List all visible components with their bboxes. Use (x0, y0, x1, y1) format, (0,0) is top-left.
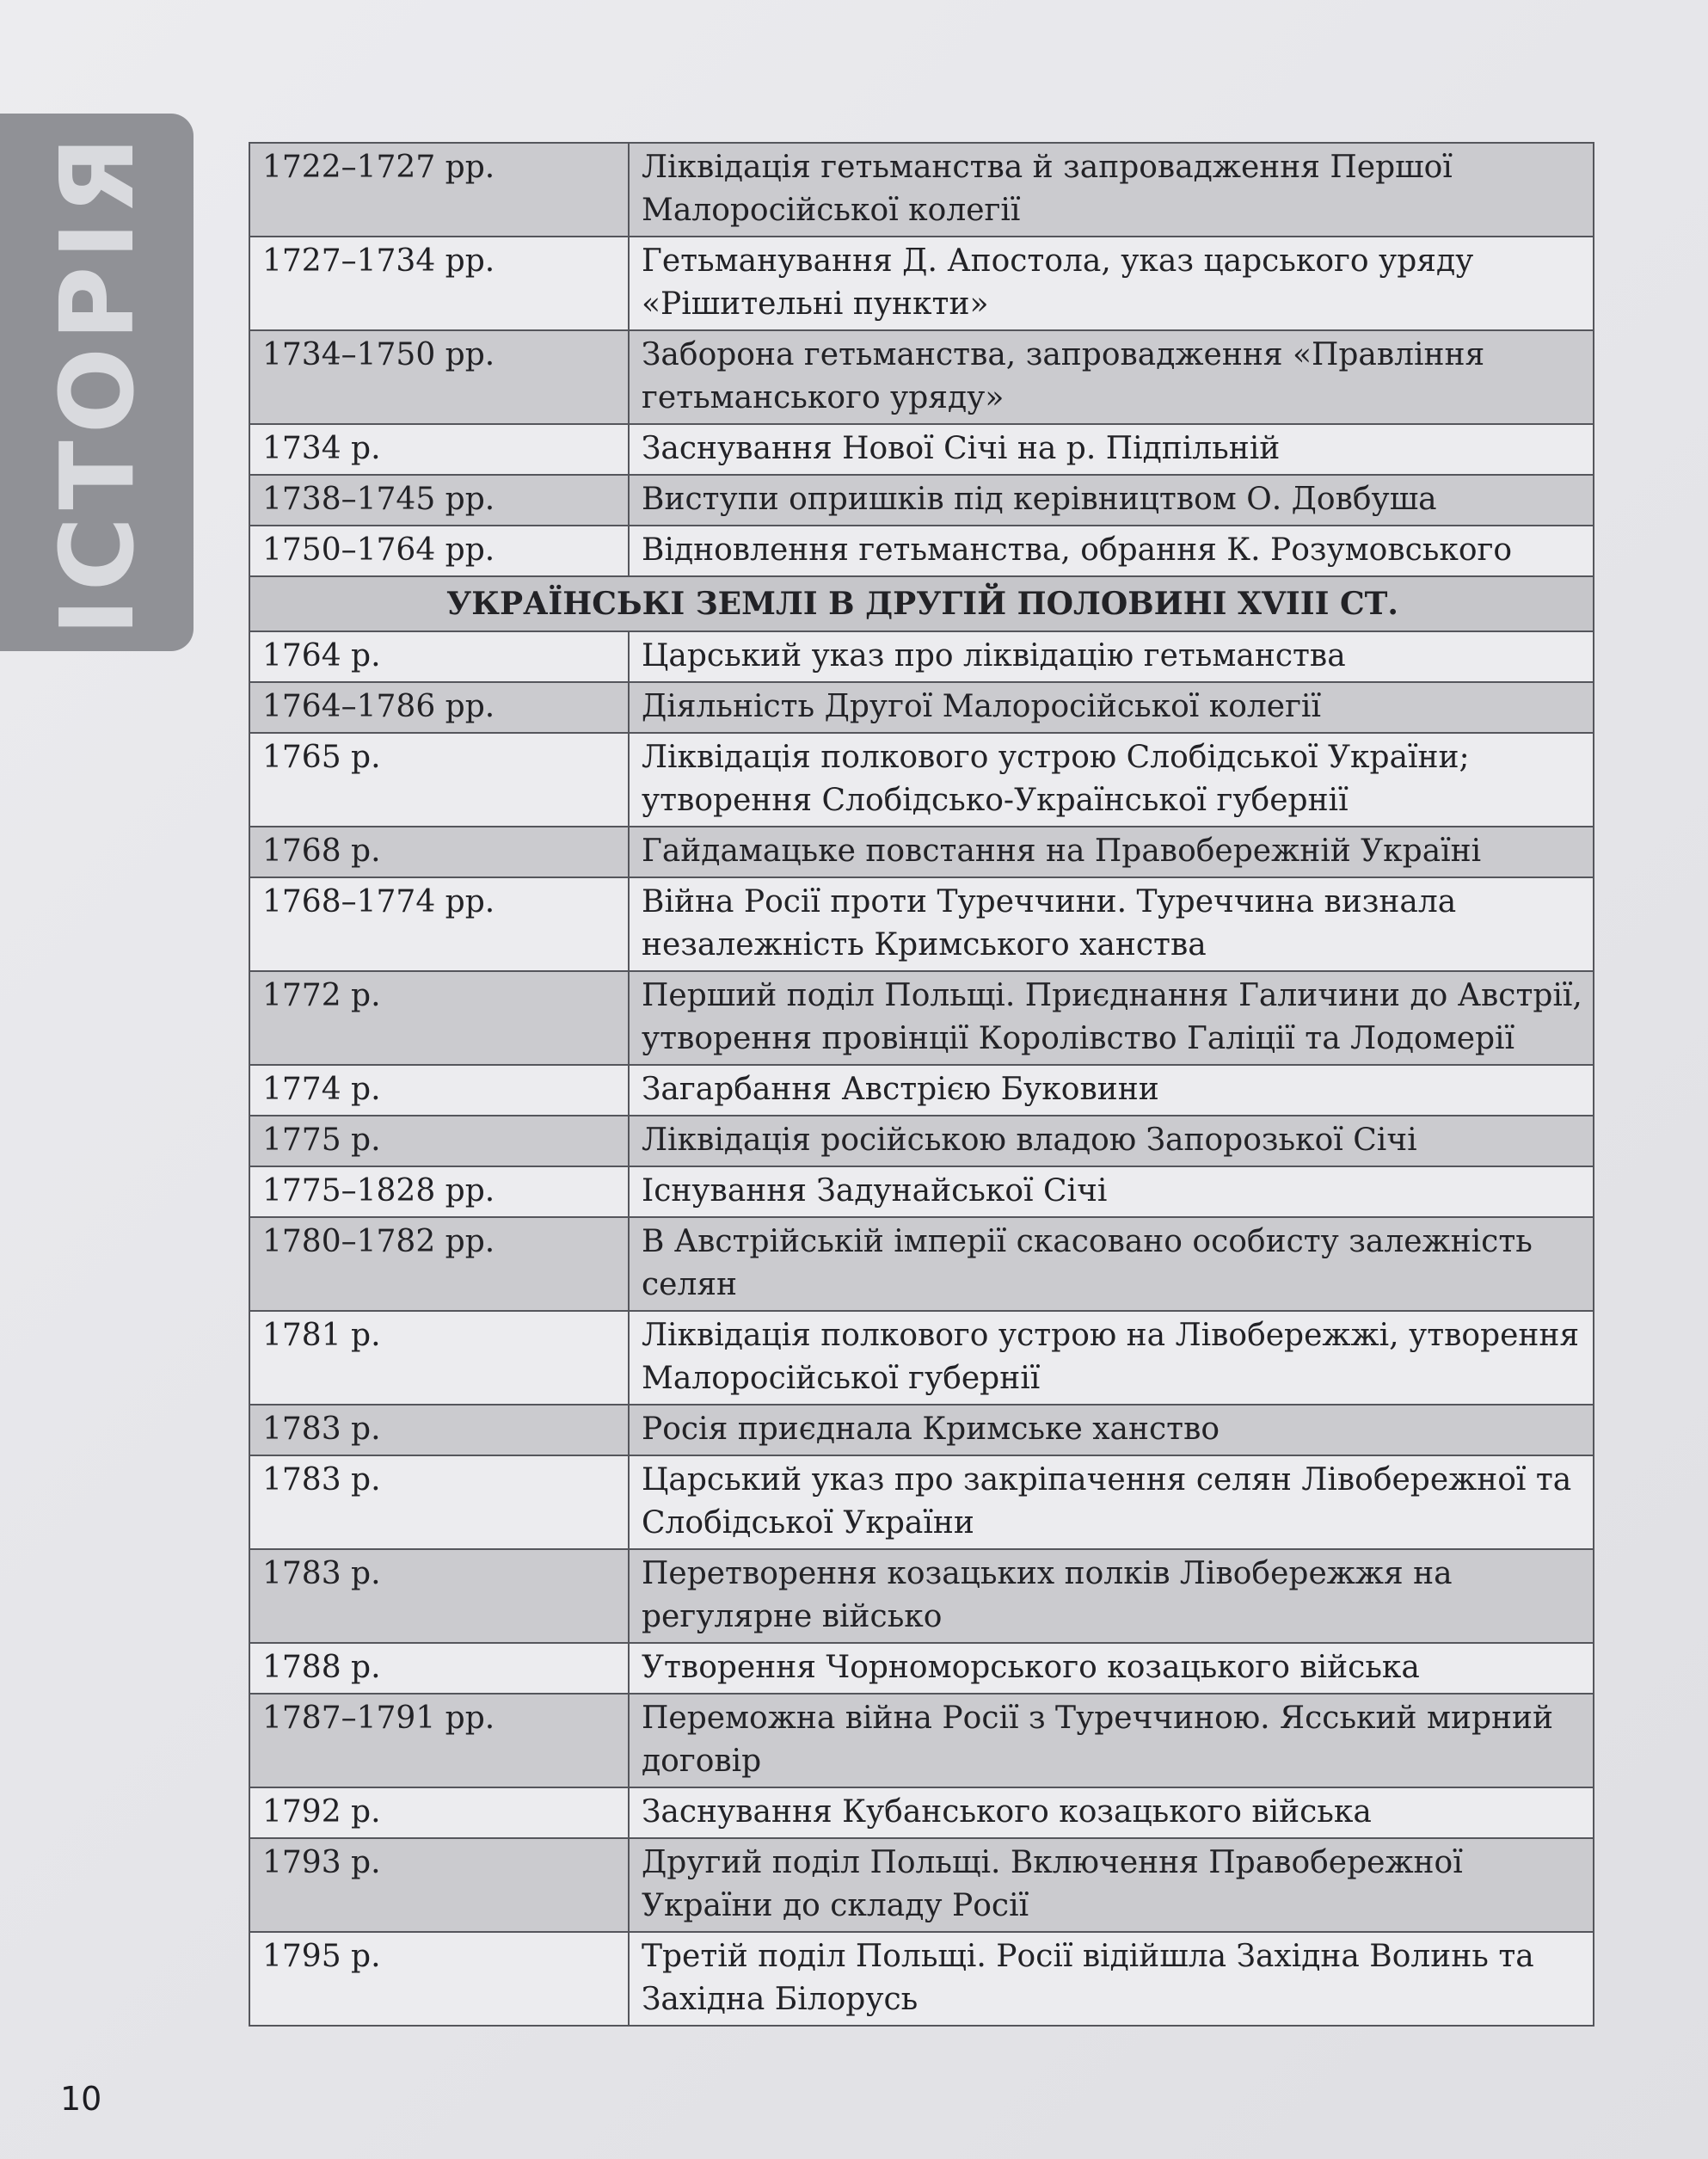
date-cell: 1768–1774 рр. (249, 877, 629, 971)
table-row (249, 1643, 1594, 1694)
event-cell: Ліквідація полкового устрою на Лівобережжі, утворення Малоросійської губернії (629, 1311, 1594, 1405)
event-cell: Другий поділ Польщі. Включення Правобережної України до складу Росії (629, 1838, 1594, 1932)
event-cell: Загарбання Австрією Буковини (629, 1065, 1594, 1116)
table-row (249, 1166, 1594, 1217)
date-cell: 1783 р. (249, 1455, 629, 1549)
table-row (249, 1549, 1594, 1643)
table-row (249, 1116, 1594, 1166)
date-cell: 1764–1786 рр. (249, 682, 629, 733)
table-row (249, 827, 1594, 877)
table-row (249, 631, 1594, 682)
section-heading-row (249, 576, 1594, 631)
event-cell: В Австрійській імперії скасовано особисту залежність селян (629, 1217, 1594, 1311)
table-row (249, 1787, 1594, 1838)
table-row (249, 475, 1594, 526)
event-cell: Відновлення гетьманства, обрання К. Розумовського (629, 526, 1594, 576)
event-cell: Третій поділ Польщі. Росії відійшла Західна Волинь та Західна Білорусь (629, 1932, 1594, 2026)
event-cell: Ліквідація гетьманства й запровадження Першої Малоросійської колегії (629, 143, 1594, 237)
event-cell: Царський указ про закріпачення селян Лівобережної та Слобідської України (629, 1455, 1594, 1549)
date-cell: 1787–1791 рр. (249, 1694, 629, 1787)
table-row (249, 971, 1594, 1065)
event-cell: Царський указ про ліквідацію гетьманства (629, 631, 1594, 682)
date-cell: 1775–1828 рр. (249, 1166, 629, 1217)
table-row (249, 330, 1594, 424)
event-cell: Заснування Нової Січі на р. Підпільній (629, 424, 1594, 475)
date-cell: 1788 р. (249, 1643, 629, 1694)
date-cell: 1722–1727 рр. (249, 143, 629, 237)
date-cell: 1783 р. (249, 1549, 629, 1643)
table-row (249, 526, 1594, 576)
event-cell: Утворення Чорноморського козацького війська (629, 1643, 1594, 1694)
table-row (249, 237, 1594, 330)
table-row (249, 1217, 1594, 1311)
table-row (249, 1311, 1594, 1405)
event-cell: Перший поділ Польщі. Приєднання Галичини до Австрії, утворення провінції Королівство Галіції та Лодомерії (629, 971, 1594, 1065)
date-cell: 1768 р. (249, 827, 629, 877)
event-cell: Переможна війна Росії з Туреччиною. Ясський мирний договір (629, 1694, 1594, 1787)
event-cell: Війна Росії проти Туреччини. Туреччина визнала незалежність Кримського ханства (629, 877, 1594, 971)
date-cell: 1783 р. (249, 1405, 629, 1455)
date-cell: 1765 р. (249, 733, 629, 827)
table-row (249, 1065, 1594, 1116)
table-row (249, 424, 1594, 475)
subject-tab (0, 114, 194, 651)
date-cell: 1734–1750 рр. (249, 330, 629, 424)
timeline-table-body (249, 143, 1594, 2026)
table-row (249, 733, 1594, 827)
date-cell: 1750–1764 рр. (249, 526, 629, 576)
event-cell: Заборона гетьманства, запровадження «Правління гетьманського уряду» (629, 330, 1594, 424)
event-cell: Гайдамацьке повстання на Правобережній Україні (629, 827, 1594, 877)
event-cell: Існування Задунайської Січі (629, 1166, 1594, 1217)
event-cell: Перетворення козацьких полків Лівобережжя на регулярне військо (629, 1549, 1594, 1643)
date-cell: 1795 р. (249, 1932, 629, 2026)
date-cell: 1774 р. (249, 1065, 629, 1116)
date-cell: 1780–1782 рр. (249, 1217, 629, 1311)
event-cell: Діяльність Другої Малоросійської колегії (629, 682, 1594, 733)
table-row (249, 1932, 1594, 2026)
date-cell: 1792 р. (249, 1787, 629, 1838)
event-cell: Ліквідація полкового устрою Слобідської України; утворення Слобідсько-Української губернії (629, 733, 1594, 827)
date-cell: 1764 р. (249, 631, 629, 682)
date-cell: 1775 р. (249, 1116, 629, 1166)
table-row (249, 1455, 1594, 1549)
date-cell: 1734 р. (249, 424, 629, 475)
event-cell: Заснування Кубанського козацького війська (629, 1787, 1594, 1838)
table-row (249, 143, 1594, 237)
table-row (249, 877, 1594, 971)
table-row (249, 1694, 1594, 1787)
table-row (249, 1838, 1594, 1932)
date-cell: 1793 р. (249, 1838, 629, 1932)
event-cell: Росія приєднала Кримське ханство (629, 1405, 1594, 1455)
event-cell: Виступи опришків під керівництвом О. Довбуша (629, 475, 1594, 526)
date-cell: 1738–1745 рр. (249, 475, 629, 526)
timeline-table (249, 142, 1594, 2027)
table-row (249, 1405, 1594, 1455)
subject-tab-label: ІСТОРІЯ (37, 129, 157, 636)
page-number: 10 (60, 2080, 102, 2118)
date-cell: 1781 р. (249, 1311, 629, 1405)
date-cell: 1727–1734 рр. (249, 237, 629, 330)
date-cell: 1772 р. (249, 971, 629, 1065)
section-heading: УКРАЇНСЬКІ ЗЕМЛІ В ДРУГІЙ ПОЛОВИНІ XVIII СТ. (249, 576, 1594, 631)
table-row (249, 682, 1594, 733)
event-cell: Ліквідація російською владою Запорозької Січі (629, 1116, 1594, 1166)
event-cell: Гетьманування Д. Апостола, указ царського уряду «Рішительні пункти» (629, 237, 1594, 330)
